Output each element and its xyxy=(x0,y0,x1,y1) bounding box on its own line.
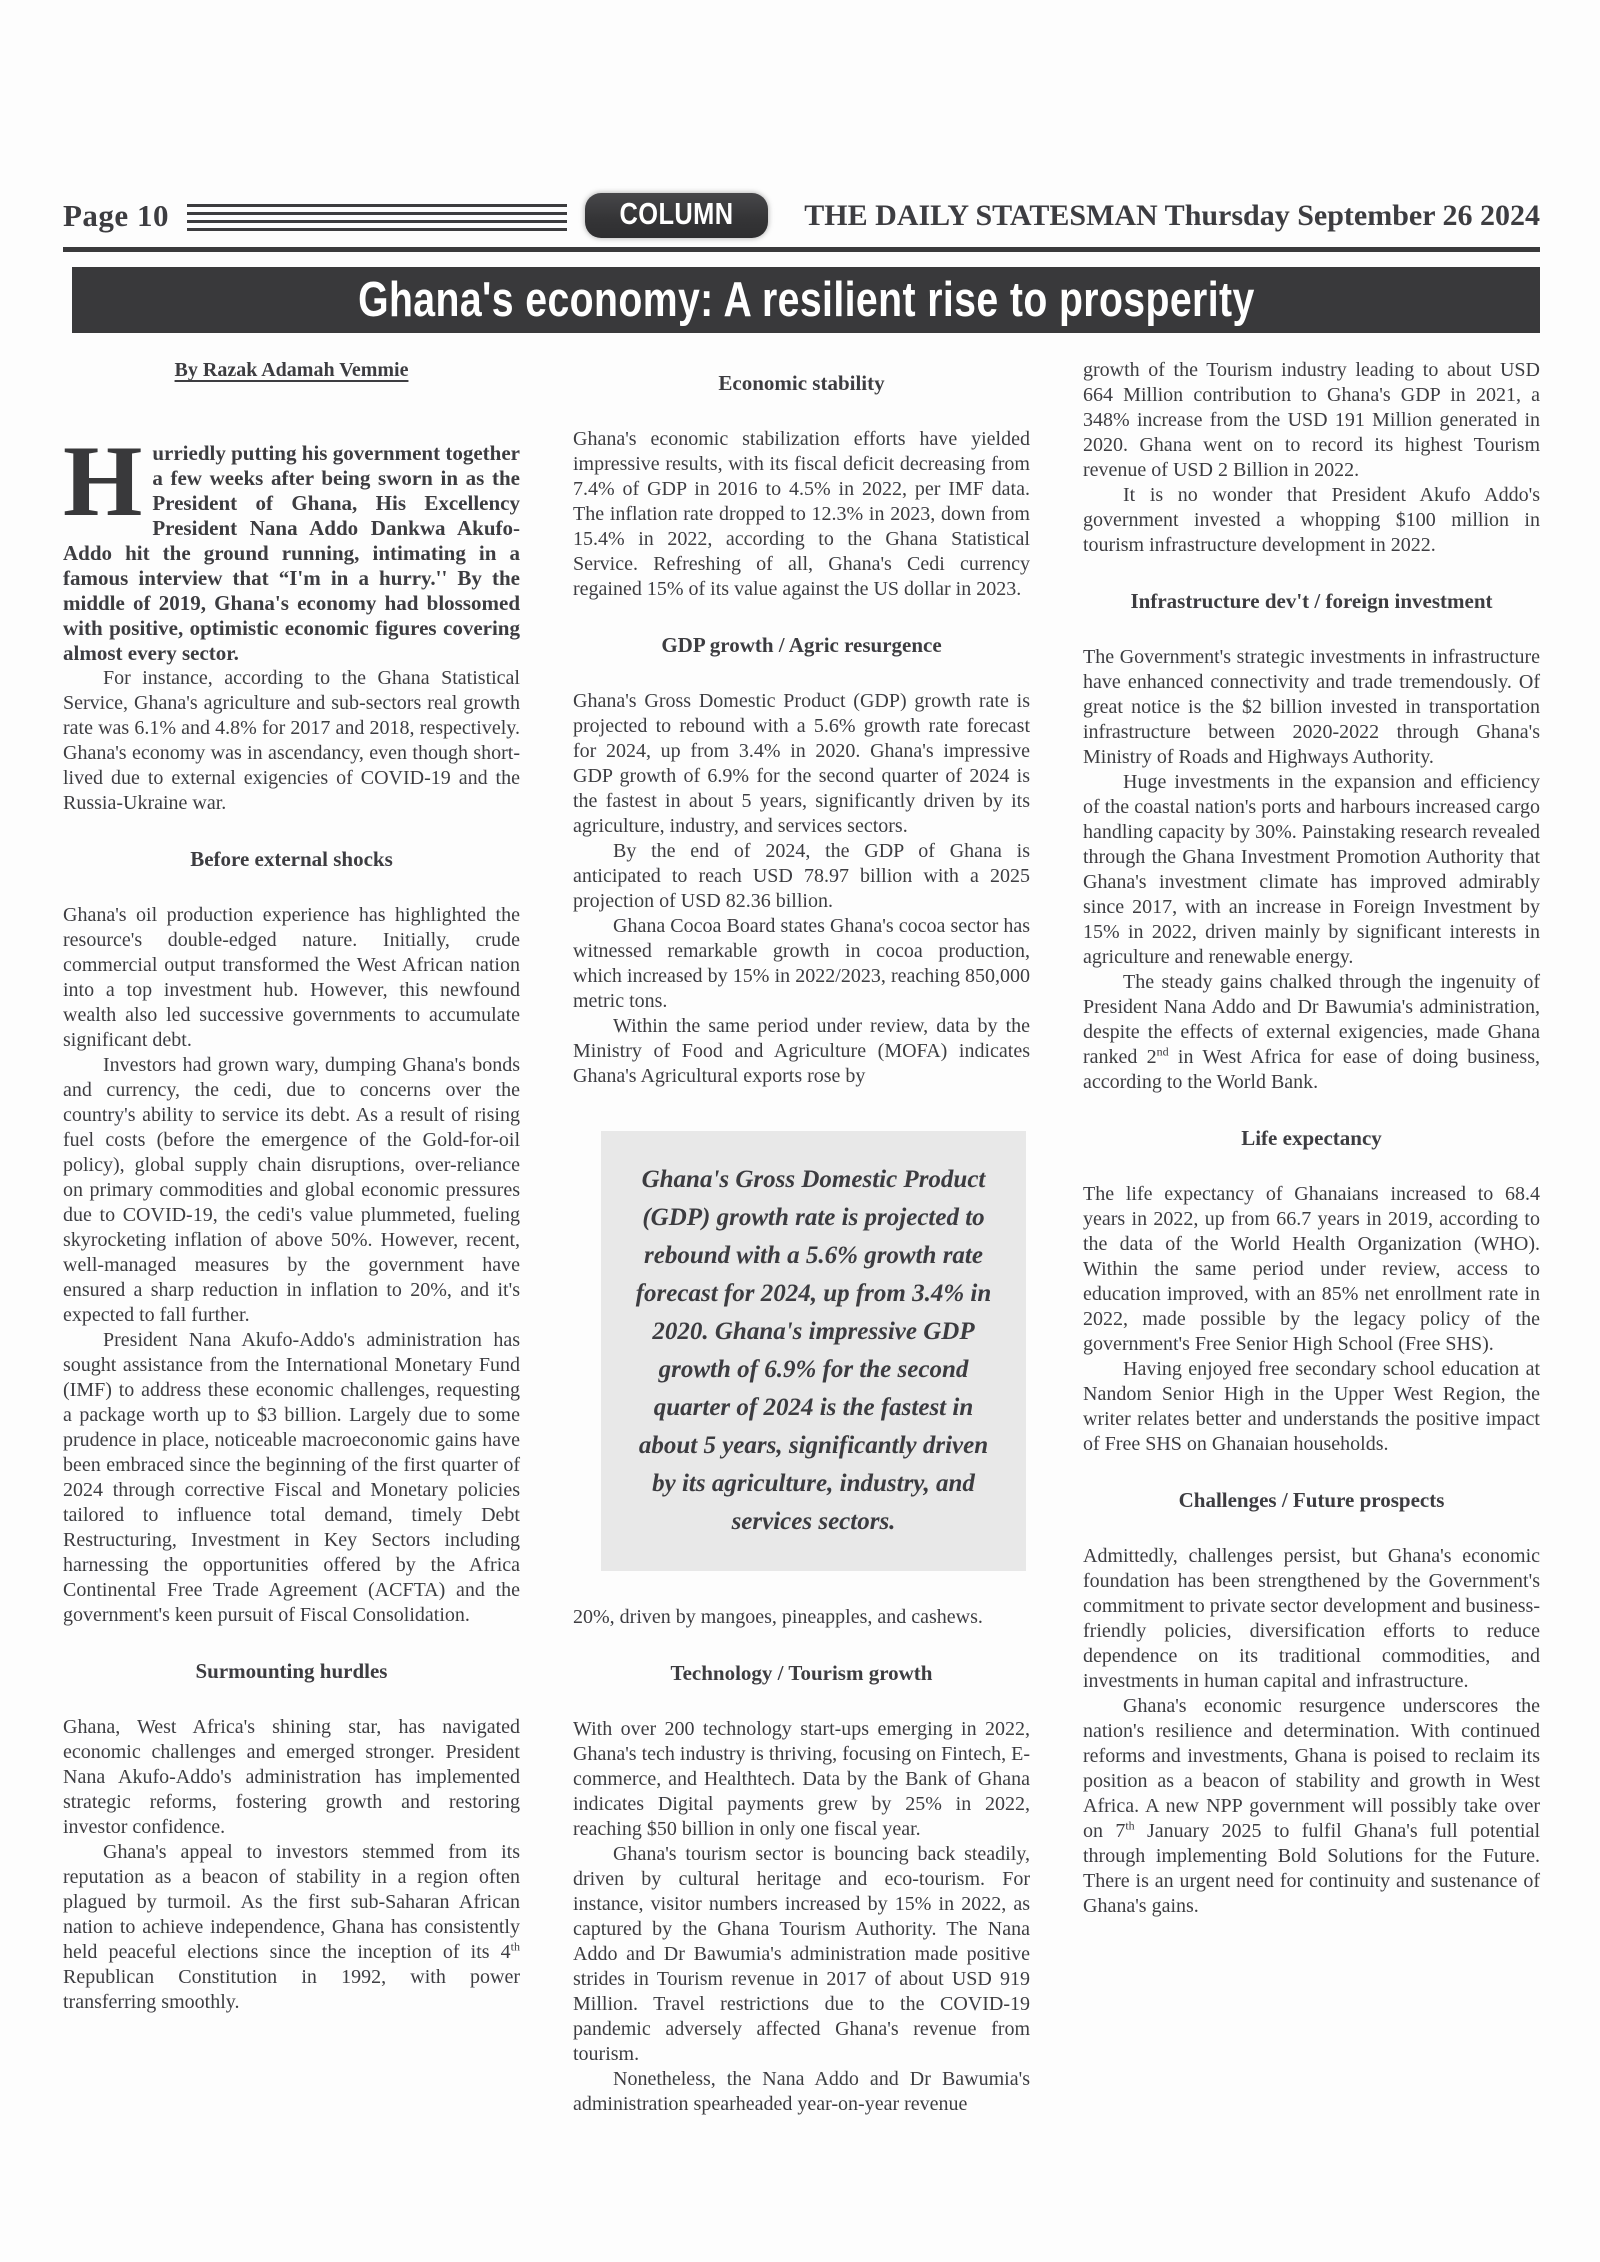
column-2 xyxy=(573,358,1030,2117)
paragraph-text: January 2025 to fulfil Ghana's full potential through implementing Bold Solutions for the Future. There is an urgent need for continuity and sustenance of Ghana's gains. xyxy=(1083,1820,1540,1917)
paragraph: Ghana's tourism sector is bouncing back steadily, driven by cultural heritage and eco-tourism. For instance, visitor numbers increased by 15% in 2022, as captured by the Ghana Tourism Authority. The Nana Addo and Dr Bawumia's administration made positive strides in Tourism revenue in 2017 of about USD 919 Million. Travel restrictions due to the COVID-19 pandemic adversely affected Ghana's revenue from tourism. xyxy=(573,1843,1030,2065)
paragraph: It is no wonder that President Akufo Addo's government invested a whopping $100 million in tourism infrastructure development in 2022. xyxy=(1083,484,1540,556)
rule-line xyxy=(187,228,567,231)
paragraph: By the end of 2024, the GDP of Ghana is anticipated to reach USD 78.97 billion with a 2025 projection of USD 82.36 billion. xyxy=(573,840,1030,912)
pull-quote-box xyxy=(601,1131,1026,1571)
paragraph-text: in West Africa for ease of doing business, according to the World Bank. xyxy=(1083,1046,1540,1093)
article-title-bar xyxy=(72,267,1540,333)
paragraph: 20%, driven by mangoes, pineapples, and cashews. xyxy=(573,1606,983,1628)
section-heading-challenges: Challenges / Future prospects xyxy=(1178,1488,1445,1512)
page-header xyxy=(63,193,1540,238)
paragraph: Ghana, West Africa's shining star, has navigated economic challenges and emerged stronger. President Nana Akufo-Addo's administration has implemented strategic reforms, fostering growth and restoring investor confidence. xyxy=(63,1716,520,1838)
section-heading-infrastructure: Infrastructure dev't / foreign investment xyxy=(1130,589,1493,613)
ordinal-superscript: nd xyxy=(1156,1044,1169,1059)
section-heading-surmounting-hurdles: Surmounting hurdles xyxy=(195,1659,388,1683)
paragraph: Within the same period under review, data by the Ministry of Food and Agriculture (MOFA) indicates Ghana's Agricultural exports rose by xyxy=(573,1015,1030,1087)
paragraph: With over 200 technology start-ups emerging in 2022, Ghana's tech industry is thriving, focusing on Fintech, E-commerce, and Healthtech. Data by the Bank of Ghana indicates Digital payments grew by 25% in 2022, reaching $50 billion in only one fiscal year. xyxy=(573,1718,1030,1840)
section-heading-before-external-shocks: Before external shocks xyxy=(190,847,393,871)
paragraph: Nonetheless, the Nana Addo and Dr Bawumia's administration spearheaded year-on-year revenue xyxy=(573,2068,1030,2115)
header-rule-lines xyxy=(187,204,567,231)
paragraph-text: The steady gains chalked through the ingenuity of President Nana Addo and Dr Bawumia's administration, despite the effects of external exigencies, made Ghana ranked 2 xyxy=(1083,971,1540,1068)
paragraph: The Government's strategic investments in infrastructure have enhanced connectivity and trade tremendously. Of great notice is the $2 billion invested in transportation infrastructure between 2020-2022 through Ghana's Ministry of Roads and Highways Authority. xyxy=(1083,646,1540,768)
paragraph: Ghana's oil production experience has highlighted the resource's double-edged nature. Initially, crude commercial output transformed the West African nation into a top investment hub. However, this newfound wealth also led successive governments to accumulate significant debt. xyxy=(63,904,520,1051)
column-3 xyxy=(1083,358,1540,2117)
column-1 xyxy=(63,358,520,2117)
masthead: THE DAILY STATESMAN Thursday September 26 2024 xyxy=(804,198,1540,232)
page-number-label: Page 10 xyxy=(63,197,169,233)
paragraph xyxy=(63,1840,520,2015)
paragraph: Ghana Cocoa Board states Ghana's cocoa sector has witnessed remarkable growth in cocoa production, which increased by 15% in 2022/2023, reaching 850,000 metric tons. xyxy=(573,915,1030,1012)
section-badge-label: COLUMN xyxy=(619,196,734,231)
paragraph: President Nana Akufo-Addo's administration has sought assistance from the International Monetary Fund (IMF) to address these economic challenges, requesting a package worth up to $3 billion. Largely due to some prudence in place, noticeable macroeconomic gains have been embraced since the beginning of the first quarter of 2024 through corrective Fiscal and Monetary policies tailored to influence total demand, timely Debt Restructuring, Investment in Key Sectors including harnessing the opportunities offered by the Africa Continental Free Trade Agreement (ACFTA) and the government's keen pursuit of Fiscal Consolidation. xyxy=(63,1329,520,1626)
paragraph-text: Ghana's economic resurgence underscores the nation's resilience and determination. With continued reforms and investments, Ghana is poised to reclaim its position as a beacon of stability and growth in West Africa. A new NPP government will possibly take over on 7 xyxy=(1083,1695,1540,1842)
paragraph: Having enjoyed free secondary school education at Nandom Senior High in the Upper West Region, the writer relates better and understands the positive impact of Free SHS on Ghanaian households. xyxy=(1083,1358,1540,1455)
lead-paragraph xyxy=(63,425,520,666)
section-heading-gdp-growth: GDP growth / Agric resurgence xyxy=(661,633,942,657)
paragraph: Huge investments in the expansion and efficiency of the coastal nation's ports and harbours increased cargo handling capacity by 30%. Painstaking research revealed through the Ghana Investment Promotion Authority that Ghana's investment climate has improved admirably since 2017, with an increase in Foreign Investment by 15% in 2022, driven mainly by significant interests in agriculture and renewable energy. xyxy=(1083,771,1540,968)
paragraph: Ghana's Gross Domestic Product (GDP) growth rate is projected to rebound with a 5.6% growth rate forecast for 2024, up from 3.4% in 2020. Ghana's impressive GDP growth of 6.9% for the second quarter of 2024 is the fastest in about 5 years, significantly driven by its agriculture, industry, and services sectors. xyxy=(573,690,1030,837)
section-heading-life-expectancy: Life expectancy xyxy=(1241,1126,1382,1150)
paragraph: Admittedly, challenges persist, but Ghana's economic foundation has been strengthened by the Government's commitment to private sector development and business-friendly policies, diversification efforts to reduce dependence on its traditional commodities, and investments in human capital and infrastructure. xyxy=(1083,1545,1540,1692)
paragraph: The life expectancy of Ghanaians increased to 68.4 years in 2022, up from 66.7 years in 2019, according to the data of the World Health Organization (WHO). Within the same period under review, access to education improved, with an 85% net enrollment rate in 2022, made possible by the legacy policy of the government's Free Senior High School (Free SHS). xyxy=(1083,1183,1540,1355)
section-badge xyxy=(585,193,768,238)
paragraph xyxy=(1083,1694,1540,1919)
drop-cap: H xyxy=(63,425,143,538)
paragraph-text: Republican Constitution in 1992, with power transferring smoothly. xyxy=(63,1966,520,2013)
article-title: Ghana's economy: A resilient rise to prosperity xyxy=(357,273,1255,327)
section-heading-economic-stability: Economic stability xyxy=(718,371,885,395)
rule-line xyxy=(187,212,567,215)
pull-quote-text: Ghana's Gross Domestic Product (GDP) growth rate is projected to rebound with a 5.6% growth rate forecast for 2024, up from 3.4% in 2020. Ghana's impressive GDP growth of 6.9% for the second quarter of 2024 is the fastest in about 5 years, significantly driven by its agriculture, industry, and services sectors. xyxy=(635,1166,992,1535)
section-heading-technology-tourism: Technology / Tourism growth xyxy=(670,1661,933,1685)
paragraph: For instance, according to the Ghana Statistical Service, Ghana's agriculture and sub-sectors real growth rate was 6.1% and 4.8% for 2017 and 2018, respectively. Ghana's economy was in ascendancy, even though short-lived due to external exigencies of COVID-19 and the Russia-Ukraine war. xyxy=(63,667,520,814)
lead-text: urriedly putting his government together a few weeks after being sworn in as the President of Ghana, His Excellency President Nana Addo Dankwa Akufo-Addo hit the ground running, intimating in a famous interview that “I'm in a hurry.'' By the middle of 2019, Ghana's economy had blossomed with positive, optimistic economic figures covering almost every sector. xyxy=(63,441,520,665)
paragraph: Ghana's economic stabilization efforts have yielded impressive results, with its fiscal deficit decreasing from 7.4% of GDP in 2016 to 4.5% in 2022, per IMF data. The inflation rate dropped to 12.3% in 2023, down from 15.4% in 2022, according to the Ghana Statistical Service. Refreshing of all, Ghana's Cedi currency regained 15% of its value against the US dollar in 2023. xyxy=(573,428,1030,600)
rule-line xyxy=(187,204,567,207)
paragraph xyxy=(1083,970,1540,1095)
paragraph-text: Ghana's appeal to investors stemmed from its reputation as a beacon of stability in a region often plagued by turmoil. As the first sub-Saharan African nation to achieve independence, Ghana has consistently held peaceful elections since the inception of its 4 xyxy=(63,1841,520,1963)
byline: By Razak Adamah Vemmie xyxy=(174,359,409,381)
article-columns xyxy=(63,358,1540,2117)
ordinal-superscript: th xyxy=(1125,1818,1135,1833)
header-divider xyxy=(63,247,1540,252)
rule-line xyxy=(187,220,567,223)
paragraph: Investors had grown wary, dumping Ghana's bonds and currency, the cedi, due to concerns over the country's ability to service its debt. As a result of rising fuel costs (before the emergence of the Gold-for-oil policy), global supply chain disruptions, over-reliance on primary commodities and global economic pressures due to COVID-19, the cedi's value plummeted, fueling skyrocketing inflation of above 50%. However, recent, well-managed measures by the government have ensured a sharp reduction in inflation to 20%, and it's expected to fall further. xyxy=(63,1054,520,1326)
ordinal-superscript: th xyxy=(510,1939,520,1954)
paragraph: growth of the Tourism industry leading to about USD 664 Million contribution to Ghana's GDP in 2021, a 348% increase from the USD 191 Million generated in 2020. Ghana went on to record its highest Tourism revenue of USD 2 Billion in 2022. xyxy=(1083,359,1540,481)
